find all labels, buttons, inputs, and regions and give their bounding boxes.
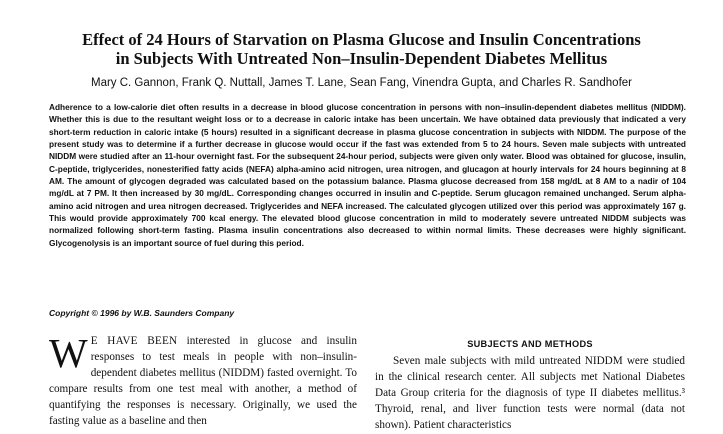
lead-in: E HAVE BEEN: [90, 335, 178, 347]
intro-paragraph: [49, 330, 358, 429]
drop-cap: W: [49, 330, 88, 376]
section-heading-subjects-methods: SUBJECTS AND METHODS: [467, 339, 593, 349]
methods-paragraph: Seven male subjects with mild untreated NIDDM were studied in the clinical research center. All subjects met National Diabetes Data Group criteria for the diagnosis of type II diabetes mellitus.³ Thyroid, renal, and liver function tests were normal (data not shown). Patient characteristics: [375, 355, 685, 431]
intro-text: interested in glucose and insulin responses to test meals in people with non–insulin-dependent diabetes mellitus (NIDDM) fasted overnight. To compare results from one test meal with another, a method of quantifying the responses is necessary. Originally, we used the fasting value as a baseline and then: [49, 335, 358, 427]
abstract: Adherence to a low-calorie diet often results in a decrease in blood glucose concentration in persons with non–insulin-dependent diabetes mellitus (NIDDM). Whether this is due to the resultant weight loss or to a decrease in caloric intake has been uncertain. We have obtained data previously that indicated a very short-term reduction in caloric intake (5 hours) resulted in a significant decrease in plasma glucose concentration in subjects with NIDDM. The purpose of the present study was to determine if a further decrease in glucose would occur if the fast was extended from 5 to 24 hours. Seven male subjects with untreated NIDDM were studied after an 11-hour overnight fast. For the subsequent 24-hour period, subjects were given only water. Blood was obtained for glucose, insulin, C-peptide, triglycerides, nonesterified fatty acids (NEFA) alpha-amino acid nitrogen, urea nitrogen, and glucagon at hourly intervals for 24 hours beginning at 8 AM. The amount of glycogen degraded was calculated based on the potassium balance. Plasma glucose decreased from 158 mg/dL at 8 AM to a nadir of 104 mg/dL at 7 PM. It then increased by 30 mg/dL. Corresponding changes occurred in insulin and C-peptide. Serum glucagon remained unchanged. Serum alpha-amino acid nitrogen and urea nitrogen decreased. Triglycerides and NEFA increased. The calculated glycogen utilized over this period was approximately 167 g. This would provide approximately 700 kcal energy. The elevated blood glucose concentration in mild to moderately severe untreated NIDDM subjects was normalized following short-term fasting. Plasma insulin concentrations also decreased to within normal limits. These decreases were highly significant. Glycogenolysis is an important source of fuel during this period.: [49, 102, 686, 248]
article-title: [20, 30, 703, 68]
title-line-1: Effect of 24 Hours of Starvation on Plasma Glucose and Insulin Concentrations: [82, 30, 641, 49]
copyright-notice: Copyright © 1996 by W.B. Saunders Company: [49, 308, 235, 318]
title-line-2: in Subjects With Untreated Non–Insulin-Dependent Diabetes Mellitus: [115, 49, 608, 68]
author-list: Mary C. Gannon, Frank Q. Nuttall, James T. Lane, Sean Fang, Vinendra Gupta, and Charles R. Sandhofer: [90, 77, 632, 89]
